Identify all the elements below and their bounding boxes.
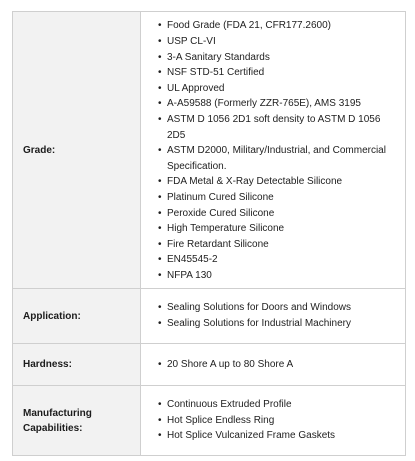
manufacturing-capabilities-label: Manufacturing Capabilities: bbox=[13, 386, 141, 456]
list-item-text: Sealing Solutions for Industrial Machinery bbox=[167, 318, 351, 329]
manufacturing-capabilities-values bbox=[141, 386, 406, 456]
bullet-icon: • bbox=[158, 176, 162, 188]
list-item-text: Peroxide Cured Silicone bbox=[167, 207, 275, 219]
bullet-icon: • bbox=[158, 254, 162, 266]
manufacturing-capabilities-row bbox=[13, 386, 406, 456]
bullet-icon: • bbox=[158, 36, 162, 48]
list-item-text: Hot Splice Endless Ring bbox=[167, 414, 275, 426]
list-item bbox=[157, 112, 399, 143]
list-item bbox=[157, 397, 399, 413]
list-item-text: 20 Shore A up to 80 Shore A bbox=[167, 358, 294, 370]
list-item bbox=[157, 206, 399, 222]
specifications-table-body bbox=[13, 12, 406, 456]
list-item-text: ASTM D 1056 2D1 soft density to ASTM D 1056 2D5 bbox=[167, 114, 381, 141]
bullet-icon: • bbox=[158, 207, 162, 219]
list-item bbox=[157, 268, 399, 284]
list-item bbox=[157, 252, 399, 268]
bullet-icon: • bbox=[158, 414, 162, 426]
list-item bbox=[157, 65, 399, 81]
list-item bbox=[157, 143, 399, 174]
bullet-icon: • bbox=[158, 223, 162, 235]
list-item-text: ASTM D2000, Military/Industrial, and Commercial Specification. bbox=[167, 145, 386, 172]
list-item-text: Food Grade (FDA 21, CFR177.2600) bbox=[167, 20, 331, 32]
bullet-icon: • bbox=[158, 358, 162, 370]
list-item-text: Fire Retardant Silicone bbox=[167, 238, 269, 250]
bullet-icon: • bbox=[158, 51, 162, 63]
bullet-icon: • bbox=[158, 145, 162, 157]
grade-row bbox=[13, 12, 406, 289]
list-item bbox=[157, 221, 399, 237]
list-item bbox=[157, 300, 399, 316]
list-item bbox=[157, 96, 399, 112]
bullet-icon: • bbox=[158, 302, 162, 314]
list-item-text: A-A59588 (Formerly ZZR-765E), AMS 3195 bbox=[167, 98, 361, 110]
list-item-text: Sealing Solutions for Doors and Windows bbox=[167, 302, 351, 314]
bullet-icon: • bbox=[158, 238, 162, 250]
manufacturing-capabilities-list bbox=[157, 397, 399, 444]
list-item-text: FDA Metal & X-Ray Detectable Silicone bbox=[167, 176, 343, 188]
grade-values bbox=[141, 12, 406, 289]
list-item bbox=[157, 34, 399, 50]
list-item bbox=[157, 50, 399, 66]
application-list bbox=[157, 300, 399, 331]
grade-label: Grade: bbox=[13, 12, 141, 289]
list-item-text: Platinum Cured Silicone bbox=[167, 191, 274, 203]
bullet-icon: • bbox=[158, 318, 162, 329]
list-item bbox=[157, 190, 399, 206]
application-values bbox=[141, 289, 406, 344]
bullet-icon: • bbox=[158, 98, 162, 110]
hardness-list bbox=[157, 357, 399, 373]
application-row bbox=[13, 289, 406, 344]
list-item bbox=[157, 428, 399, 444]
list-item-text: High Temperature Silicone bbox=[167, 223, 285, 235]
list-item bbox=[157, 316, 399, 332]
list-item-text: UL Approved bbox=[167, 82, 225, 94]
bullet-icon: • bbox=[158, 114, 162, 126]
list-item bbox=[157, 413, 399, 429]
application-label: Application: bbox=[13, 289, 141, 344]
bullet-icon: • bbox=[158, 191, 162, 203]
bullet-icon: • bbox=[158, 67, 162, 79]
list-item bbox=[157, 18, 399, 34]
list-item-text: Hot Splice Vulcanized Frame Gaskets bbox=[167, 430, 336, 442]
bullet-icon: • bbox=[158, 20, 162, 32]
list-item bbox=[157, 174, 399, 190]
hardness-row bbox=[13, 344, 406, 386]
bullet-icon: • bbox=[158, 430, 162, 442]
bullet-icon: • bbox=[158, 399, 162, 411]
hardness-values bbox=[141, 344, 406, 386]
specifications-table bbox=[12, 11, 406, 456]
list-item-text: NSF STD-51 Certified bbox=[167, 67, 265, 79]
list-item-text: 3-A Sanitary Standards bbox=[167, 51, 270, 63]
list-item-text: Continuous Extruded Profile bbox=[167, 399, 292, 411]
hardness-label: Hardness: bbox=[13, 344, 141, 386]
list-item-text: NFPA 130 bbox=[167, 269, 212, 281]
bullet-icon: • bbox=[158, 269, 162, 281]
list-item bbox=[157, 357, 399, 373]
list-item bbox=[157, 237, 399, 253]
list-item bbox=[157, 81, 399, 97]
grade-list bbox=[157, 18, 399, 283]
bullet-icon: • bbox=[158, 82, 162, 94]
list-item-text: EN45545-2 bbox=[167, 254, 218, 266]
list-item-text: USP CL-VI bbox=[167, 36, 216, 48]
